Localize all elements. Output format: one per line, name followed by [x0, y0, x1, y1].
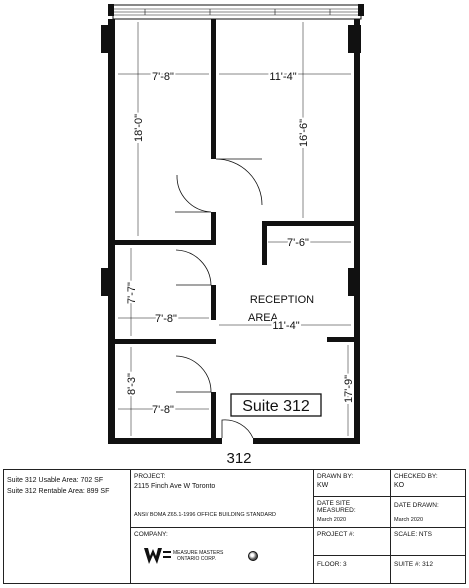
dim-small-room-width: 7'-6" [287, 237, 309, 249]
title-block-date-site [313, 496, 391, 528]
reception-label-1: RECEPTION [249, 294, 315, 306]
date-site-label-2: MEASURED: [317, 507, 356, 514]
window-strip [108, 4, 364, 19]
dim-right-bottom-depth: 17'-9" [343, 374, 355, 404]
title-block-checked-by [390, 469, 466, 497]
dim-right-top-width: 11'-4" [269, 71, 297, 83]
checked-by-label: CHECKED BY: [394, 473, 438, 480]
title-block-scale [390, 527, 466, 556]
dim-left-top-width: 7'-8" [152, 71, 174, 83]
dim-right-top-depth: 16'-6" [298, 118, 310, 148]
dim-left-top-depth: 18'-0" [133, 113, 145, 143]
project-value: 2115 Finch Ave W Toronto [134, 483, 216, 490]
company-name-1: MEASURE MASTERS [173, 550, 224, 556]
interior-walls [113, 19, 354, 444]
dim-left-mid-width: 7'-8" [155, 313, 177, 325]
date-drawn-value: March 2020 [394, 517, 424, 523]
drawn-by-label: DRAWN BY: [317, 473, 354, 480]
title-block-date-drawn [390, 496, 466, 528]
dim-left-bottom-depth: 8'-3" [126, 373, 138, 395]
project-label: PROJECT: [134, 473, 166, 480]
door-number: 312 [226, 450, 252, 466]
title-block-drawn-by [313, 469, 391, 497]
company-name-2: ONTARIO CORP. [177, 556, 216, 562]
scale-label: SCALE: NTS [394, 531, 432, 538]
standard-text: ANSI/ BOMA Z65.1-1996 OFFICE BUILDING STANDARD [134, 512, 277, 518]
date-drawn-label: DATE DRAWN: [394, 502, 439, 509]
date-site-value: March 2020 [317, 517, 347, 523]
title-block-suite-no [390, 555, 466, 584]
company-logo [143, 546, 173, 566]
dim-left-mid-depth: 7'-7" [126, 282, 138, 304]
rentable-area: Suite 312 Rentable Area: 899 SF [7, 488, 110, 495]
checked-by-value: KO [394, 482, 405, 489]
title-block-project [130, 469, 314, 528]
title-block-company [130, 527, 314, 584]
title-block-floor [313, 555, 391, 584]
drawn-by-value: KW [317, 482, 329, 489]
dimension-lines [118, 22, 351, 436]
date-site-label-1: DATE SITE [317, 500, 351, 507]
title-block-project-no [313, 527, 391, 556]
project-no-label: PROJECT #: [317, 531, 355, 538]
company-label: COMPANY: [134, 531, 168, 538]
usable-area: Suite 312 Usable Area: 702 SF [7, 477, 104, 484]
dim-left-bottom-width: 7'-8" [152, 404, 174, 416]
dim-reception-width: 11'-4" [272, 320, 300, 332]
suite-no-label: SUITE #: 312 [394, 561, 434, 568]
reception-label-2: AREA [248, 312, 278, 324]
suite-label: Suite 312 [242, 398, 310, 415]
globe-icon [248, 551, 258, 561]
title-block-area [3, 469, 131, 584]
floor-label: FLOOR: 3 [317, 561, 347, 568]
exterior-walls [101, 19, 361, 444]
